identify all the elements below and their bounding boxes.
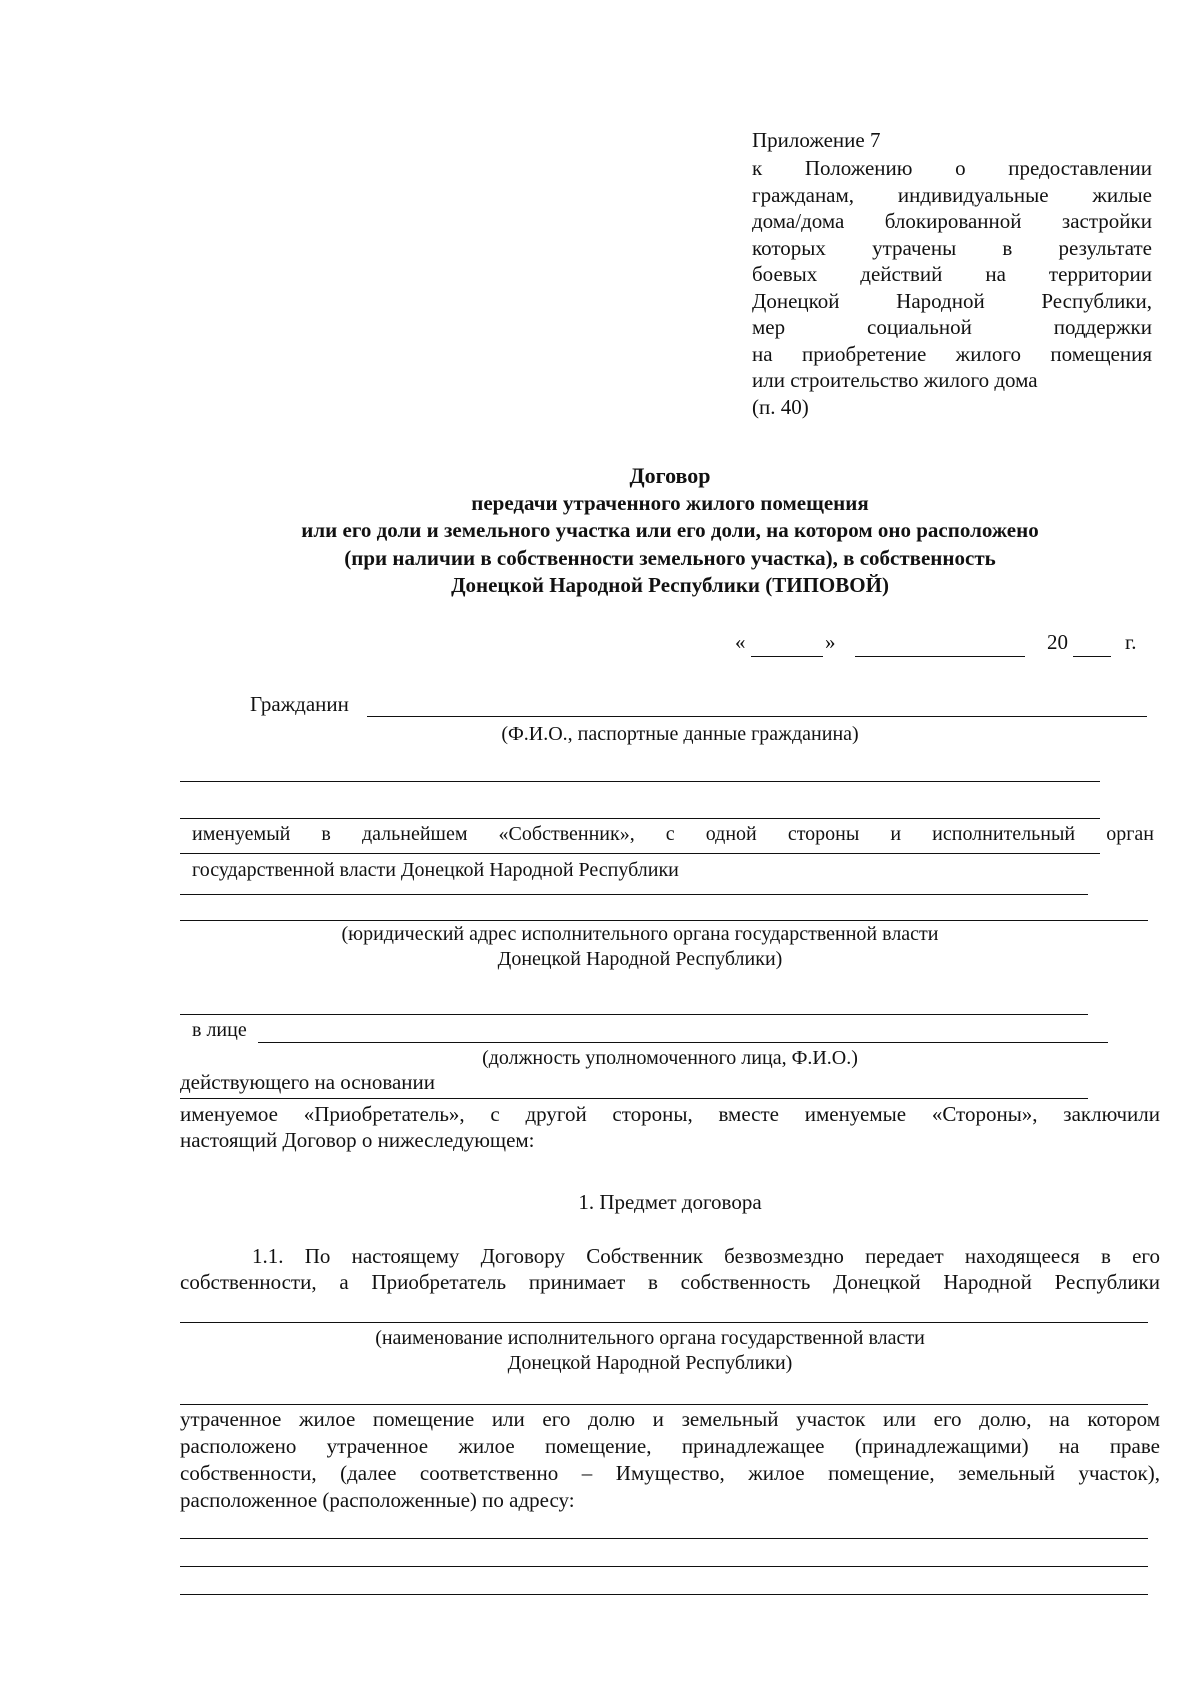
authority-blank[interactable] [180, 894, 1088, 895]
citizen-hint: (Ф.И.О., паспортные данные гражданина) [501, 723, 859, 745]
date-year-suffix: г. [1125, 630, 1137, 654]
address-blank-1[interactable] [180, 1538, 1148, 1539]
title-line: или его доли и земельного участка или его доли, на котором оно расположено [301, 518, 1039, 542]
citizen-blank-3[interactable] [180, 818, 1100, 819]
document-title [180, 462, 1160, 600]
section1-p2-line: расположено утраченное жилое помещение, принадлежащее (принадлежащими) на праве [180, 1434, 1160, 1458]
title-line: (при наличии в собственности земельного участка), в собственность [344, 545, 996, 570]
appendix-line: гражданам, индивидуальные жилые [752, 182, 1152, 207]
citizen-label: Гражданин [250, 692, 349, 716]
acquirer-text [180, 1102, 1160, 1154]
section1-paragraph2 [180, 1406, 1160, 1514]
authority-address-blank[interactable] [180, 1014, 1088, 1015]
appendix-heading: Приложение 7 [752, 128, 881, 152]
section1-p2-line: утраченное жилое помещение или его долю и земельный участок или его долю, на котором [180, 1407, 1160, 1431]
title-line: Договор [629, 463, 711, 488]
citizen-blank-2[interactable] [180, 781, 1100, 782]
acquirer-authority-blank[interactable] [180, 1322, 1148, 1323]
appendix-line: Донецкой Народной Республики, [752, 288, 1152, 313]
section1-heading: 1. Предмет договора [578, 1190, 762, 1214]
authority-address-hint [280, 922, 1000, 971]
authority-name-hint-line: Донецкой Народной Республики) [507, 1351, 793, 1374]
address-blank-3[interactable] [180, 1594, 1148, 1595]
title-line: Донецкой Народной Республики (ТИПОВОЙ) [451, 573, 889, 597]
appendix-line: мер социальной поддержки [752, 315, 1152, 339]
acquirer-text-line: настоящий Договор о нижеследующем: [180, 1127, 535, 1152]
acquirer-text-line: именуемое «Приобретатель», с другой стороны, вместе именуемые «Стороны», заключили [180, 1102, 1160, 1126]
representative-label: в лице [192, 1019, 247, 1041]
authority-address-hint-line: Донецкой Народной Республики) [497, 947, 783, 970]
section1-p2-line: расположенное (расположенные) по адресу: [180, 1488, 575, 1512]
appendix-ref: (п. 40) [752, 394, 809, 419]
section1-p2-line: собственности, (далее соответственно – Имущество, жилое помещение, земельный участок), [180, 1461, 1160, 1485]
representative-hint: (должность уполномоченного лица, Ф.И.О.) [482, 1047, 858, 1069]
basis-label: действующего на основании [180, 1070, 436, 1094]
appendix-line: дома/дома блокированной застройки [752, 209, 1152, 233]
authority-address-hint-line: (юридический адрес исполнительного органа государственной власти [341, 923, 939, 945]
owner-named-line: именуемый в дальнейшем «Собственник», с одной стороны и исполнительный орган [192, 823, 1154, 845]
authority-name-hint [300, 1326, 1000, 1375]
title-line: передачи утраченного жилого помещения [471, 490, 869, 515]
appendix-line: или строительство жилого дома [752, 368, 1038, 392]
appendix-line: которых утрачены в результате [752, 235, 1152, 260]
address-blank-2[interactable] [180, 1566, 1148, 1567]
date-year-prefix: 20 [1047, 630, 1068, 654]
citizen-blank[interactable] [367, 716, 1147, 717]
date-month-blank[interactable] [855, 656, 1025, 657]
date-close-quote: » [825, 630, 836, 654]
date-year-blank[interactable] [1073, 656, 1111, 657]
section1-p1-line: собственности, а Приобретатель принимает в собственность Донецкой Народной Республики [180, 1269, 1160, 1294]
owner-named-underline [180, 853, 1100, 854]
appendix-block [752, 126, 1152, 420]
basis-blank[interactable] [180, 1098, 1088, 1099]
appendix-line: боевых действий на территории [752, 262, 1152, 286]
appendix-line: к Положению о предоставлении [752, 156, 1152, 180]
authority-name-blank[interactable] [180, 1404, 1148, 1405]
appendix-line: на приобретение жилого помещения [752, 341, 1152, 366]
representative-blank[interactable] [258, 1042, 1108, 1043]
date-field [735, 630, 1145, 660]
authority-blank-2[interactable] [180, 920, 1148, 921]
date-open-quote: « [735, 630, 746, 654]
section1-p1-line: 1.1. По настоящему Договору Собственник безвозмездно передает находящееся в его [252, 1244, 1160, 1268]
date-day-blank[interactable] [751, 656, 823, 657]
authority-name-hint-line: (наименование исполнительного органа государственной власти [375, 1327, 925, 1349]
authority-line: государственной власти Донецкой Народной Республики [192, 859, 679, 881]
section1-paragraph1 [180, 1244, 1160, 1296]
